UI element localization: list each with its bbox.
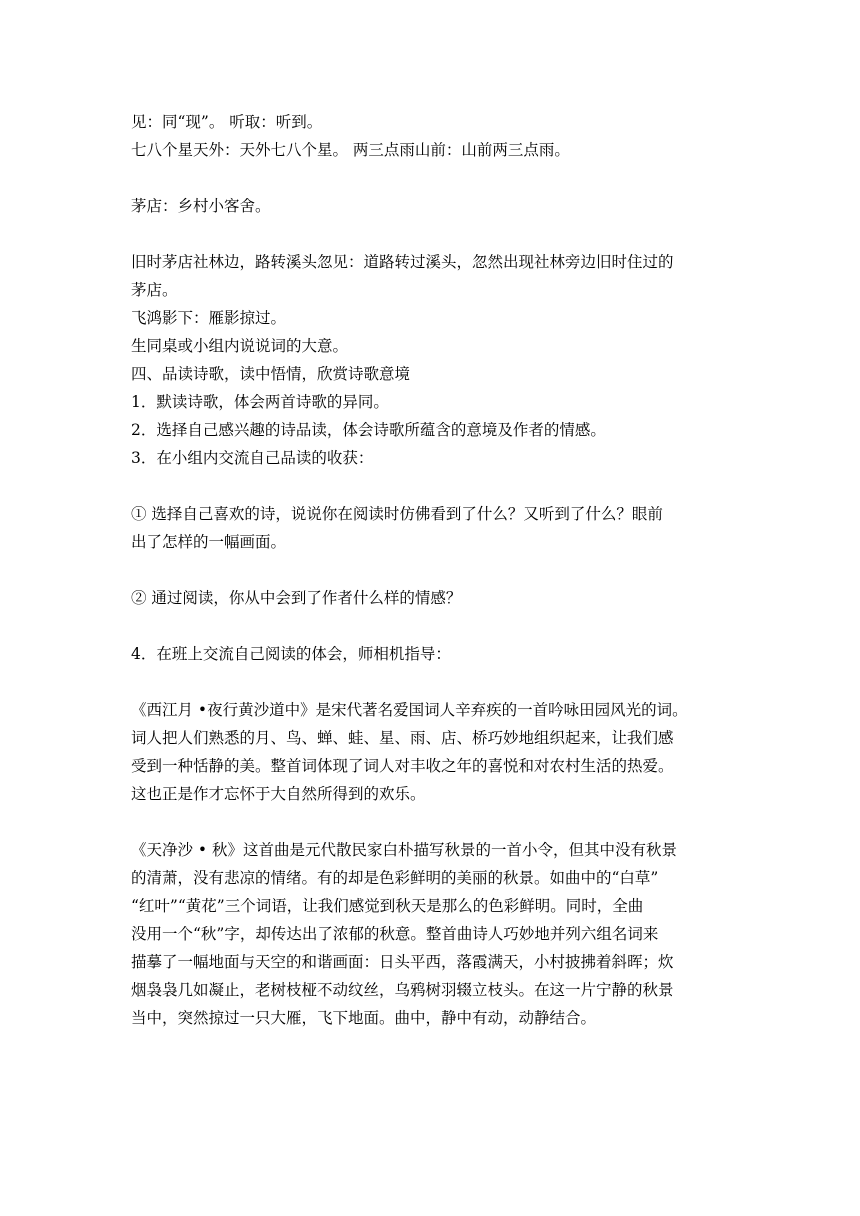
text-line: 4．在班上交流自己阅读的体会，师相机指导： (131, 645, 451, 663)
text-line: 2．选择自己感兴趣的诗品读，体会诗歌所蕴含的意境及作者的情感。 (131, 421, 606, 439)
blank-line (131, 808, 737, 836)
text-line: 生同桌或小组内说说词的大意。 (131, 337, 349, 355)
text-line: 飞鸿影下：雁影掠过。 (131, 309, 287, 327)
text-line: 的清萧，没有悲凉的情绪。有的却是色彩鲜明的美丽的秋景。如曲中的“白草” (131, 869, 659, 887)
blank-line (131, 556, 737, 584)
text-line: 旧时茅店社林边，路转溪头忽见：道路转过溪头，忽然出现社林旁边旧时住过的 (131, 253, 674, 271)
text-line: 出了怎样的一幅画面。 (131, 533, 287, 551)
text-line: 《西江月 •夜行黄沙道中》是宋代著名爱国词人辛弃疾的一首吟咏田园风光的词。 (131, 701, 688, 719)
text-line: 见：同“现”。 听取：听到。 (131, 113, 323, 131)
text-line: 四、品读诗歌，读中悟情，欣赏诗歌意境 (131, 365, 411, 383)
text-line: 七八个星天外：天外七八个星。 两三点雨山前：山前两三点雨。 (131, 141, 570, 159)
document-page (131, 108, 737, 1032)
text-line: 《天净沙 • 秋》这首曲是元代散民家白朴描写秋景的一首小令，但其中没有秋景 (131, 841, 677, 859)
text-line: 这也正是作才忘怀于大自然所得到的欢乐。 (131, 785, 426, 803)
blank-line (131, 220, 737, 248)
text-line: 没用一个“秋”字，却传达出了浓郁的秋意。整首曲诗人巧妙地并列六组名词来 (131, 925, 659, 943)
blank-line (131, 612, 737, 640)
text-line: 烟袅袅几如凝止，老树枝桠不动纹丝，乌鸦树羽辍立枝头。在这一片宁静的秋景 (131, 981, 674, 999)
text-line: 1．默读诗歌，体会两首诗歌的异同。 (131, 393, 389, 411)
text-line: 词人把人们熟悉的月、鸟、蝉、蛙、星、雨、店、桥巧妙地组织起来，让我们感 (131, 729, 674, 747)
text-line: 3．在小组内交流自己品读的收获： (131, 449, 374, 467)
blank-line (131, 668, 737, 696)
text-line: 茅店。 (131, 281, 178, 299)
text-line: 描摹了一幅地面与天空的和谐画面：日头平西，落霞满天，小村披拂着斜晖；炊 (131, 953, 674, 971)
text-line: “红叶”“黄花”三个词语，让我们感觉到秋天是那么的色彩鲜明。同时，全曲 (131, 897, 644, 915)
text-line: ② 通过阅读，你从中会到了作者什么样的情感？ (131, 589, 462, 607)
text-line: 当中，突然掠过一只大雁，飞下地面。曲中，静中有动，动静结合。 (131, 1009, 597, 1027)
text-line: 受到一种恬静的美。整首词体现了词人对丰收之年的喜悦和对农村生活的热爱。 (131, 757, 674, 775)
text-line: ① 选择自己喜欢的诗，说说你在阅读时仿佛看到了什么？又听到了什么？眼前 (131, 505, 663, 523)
blank-line (131, 472, 737, 500)
text-line: 茅店：乡村小客舍。 (131, 197, 271, 215)
blank-line (131, 164, 737, 192)
